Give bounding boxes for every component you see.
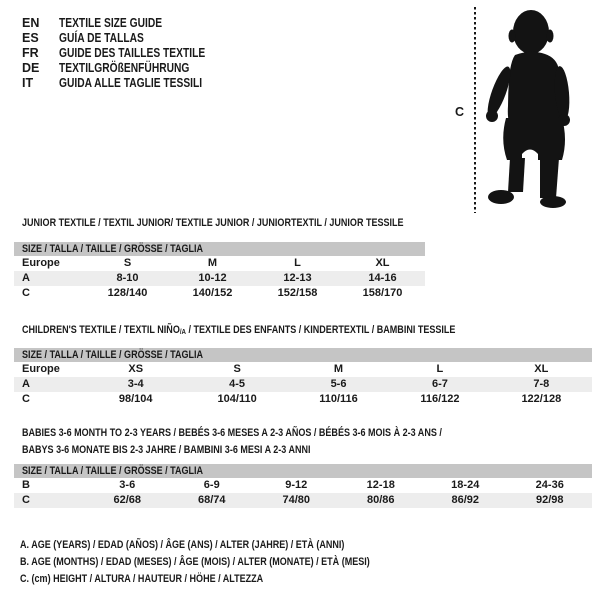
babies-months-row <box>14 478 592 493</box>
page-title-es: GUÍA DE TALLAS <box>59 31 144 45</box>
legend-notes <box>20 537 447 588</box>
height-cell: 152/158 <box>277 287 318 299</box>
junior-size-header <box>14 242 425 256</box>
title-subscript: /A <box>179 327 186 336</box>
babies-height-row <box>14 493 592 508</box>
height-cell: 98/104 <box>118 393 153 405</box>
row-label: B <box>22 479 30 491</box>
months-cell: 24-36 <box>535 479 564 491</box>
height-cell: 116/122 <box>420 393 460 405</box>
children-table <box>14 324 592 407</box>
height-cell: 80/86 <box>366 494 395 506</box>
months-cell: 3-6 <box>119 479 136 491</box>
language-code: FR <box>22 46 39 60</box>
babies-table-title-line2 <box>22 444 374 457</box>
months-cell: 12-18 <box>366 479 395 491</box>
note-age-years <box>20 537 447 554</box>
babies-size-header-text: SIZE / TALLA / TAILLE / GRÖSSE / TAGLIA <box>22 465 204 477</box>
babies-table-title-line1 <box>22 427 534 440</box>
height-cell: 128/140 <box>107 287 148 299</box>
note-age-months <box>20 554 447 571</box>
page-title-de: TEXTILGRÖßENFÜHRUNG <box>59 61 190 75</box>
note-text: B. AGE (MONTHS) / EDAD (MESES) / ÂGE (MOIS) / ALTER (MONATE) / ETÀ (MESI) <box>20 556 370 568</box>
age-cell: 5-6 <box>330 378 347 390</box>
size-cell: XL <box>534 363 549 375</box>
babies-title-text-2: BABYS 3-6 MONATE BIS 2-3 JAHRE / BAMBINI 3-6 MESI A 2-3 ANNI <box>22 444 311 456</box>
row-label: A <box>22 378 30 390</box>
junior-table-title-text: JUNIOR TEXTILE / TEXTIL JUNIOR/ TEXTILE JUNIOR / JUNIORTEXTIL / JUNIOR TESSILE <box>22 217 404 229</box>
language-title-list <box>22 16 237 91</box>
age-cell: 3-4 <box>127 378 144 390</box>
note-text: C. (cm) HEIGHT / ALTURA / HAUTEUR / HÖHE / ALTEZZA <box>20 573 264 585</box>
height-cell: 104/110 <box>217 393 257 405</box>
row-label: A <box>22 272 30 284</box>
children-height-row <box>14 392 592 407</box>
junior-height-row <box>14 286 425 301</box>
height-measure-label: C <box>455 105 465 119</box>
region-label: Europe <box>22 363 60 375</box>
height-cell: 62/68 <box>113 494 142 506</box>
height-cell: 158/170 <box>362 287 403 299</box>
age-cell: 4-5 <box>229 378 246 390</box>
height-cell: 140/152 <box>192 287 233 299</box>
region-label: Europe <box>22 257 60 269</box>
language-row-it <box>22 76 237 91</box>
age-cell: 10-12 <box>198 272 227 284</box>
age-cell: 14-16 <box>368 272 397 284</box>
children-age-row <box>14 377 592 392</box>
language-code: EN <box>22 16 40 30</box>
age-cell: 8-10 <box>116 272 139 284</box>
language-row-es <box>22 31 237 46</box>
row-label: C <box>22 287 30 299</box>
height-cell: 74/80 <box>282 494 311 506</box>
age-cell: 12-13 <box>283 272 312 284</box>
language-row-en <box>22 16 237 31</box>
size-cell: L <box>436 363 444 375</box>
height-cell: 110/116 <box>319 393 358 405</box>
row-label: C <box>22 393 30 405</box>
babies-size-header <box>14 464 592 478</box>
size-cell: M <box>333 363 344 375</box>
language-row-fr <box>22 46 237 61</box>
junior-age-row <box>14 271 425 286</box>
height-dotted-line <box>474 7 476 213</box>
height-cell: 92/98 <box>535 494 564 506</box>
size-cell: S <box>123 257 132 269</box>
months-cell: 6-9 <box>203 479 220 491</box>
height-cell: 86/92 <box>451 494 480 506</box>
junior-table-title <box>22 217 487 230</box>
language-row-de <box>22 61 237 76</box>
title-prefix: CHILDREN'S TEXTILE / TEXTIL NIÑO <box>22 324 180 336</box>
row-label: C <box>22 494 30 506</box>
babies-table <box>14 427 592 508</box>
note-height-cm <box>20 571 447 588</box>
age-cell: 6-7 <box>431 378 448 390</box>
junior-size-header-text: SIZE / TALLA / TAILLE / GRÖSSE / TAGLIA <box>22 243 204 255</box>
language-code: ES <box>22 31 39 45</box>
children-size-header-text: SIZE / TALLA / TAILLE / GRÖSSE / TAGLIA <box>22 349 204 361</box>
note-text: A. AGE (YEARS) / EDAD (AÑOS) / ÂGE (ANS) / ALTER (JAHRE) / ETÀ (ANNI) <box>20 539 345 551</box>
age-cell: 7-8 <box>533 378 550 390</box>
height-cell: 122/128 <box>521 393 562 405</box>
size-cell: XL <box>375 257 390 269</box>
size-cell: L <box>294 257 301 269</box>
junior-table <box>14 217 425 301</box>
children-size-header <box>14 348 592 362</box>
baby-silhouette-icon <box>482 8 586 208</box>
months-cell: 9-12 <box>285 479 308 491</box>
height-cell: 68/74 <box>197 494 226 506</box>
junior-sizes-row <box>14 256 425 271</box>
size-cell: XS <box>128 363 144 375</box>
children-sizes-row <box>14 362 592 377</box>
page-title-fr: GUIDE DES TAILLES TEXTILE <box>59 46 206 60</box>
size-cell: M <box>207 257 218 269</box>
babies-title-text-1: BABIES 3-6 MONTH TO 2-3 YEARS / BEBÉS 3-6 MESES A 2-3 AÑOS / BÉBÉS 3-6 MOIS À 2-3 ANS / <box>22 427 442 439</box>
language-code: DE <box>22 61 40 75</box>
children-table-title <box>22 324 551 338</box>
size-cell: S <box>233 363 241 375</box>
page-title: TEXTILE SIZE GUIDE <box>59 16 163 30</box>
title-suffix: / TEXTILE DES ENFANTS / KINDERTEXTIL / BAMBINI TESSILE <box>185 324 456 336</box>
children-table-title-text <box>22 324 455 338</box>
language-code: IT <box>22 76 34 90</box>
months-cell: 18-24 <box>451 479 480 491</box>
page-title-it: GUIDA ALLE TAGLIE TESSILI <box>59 76 203 90</box>
